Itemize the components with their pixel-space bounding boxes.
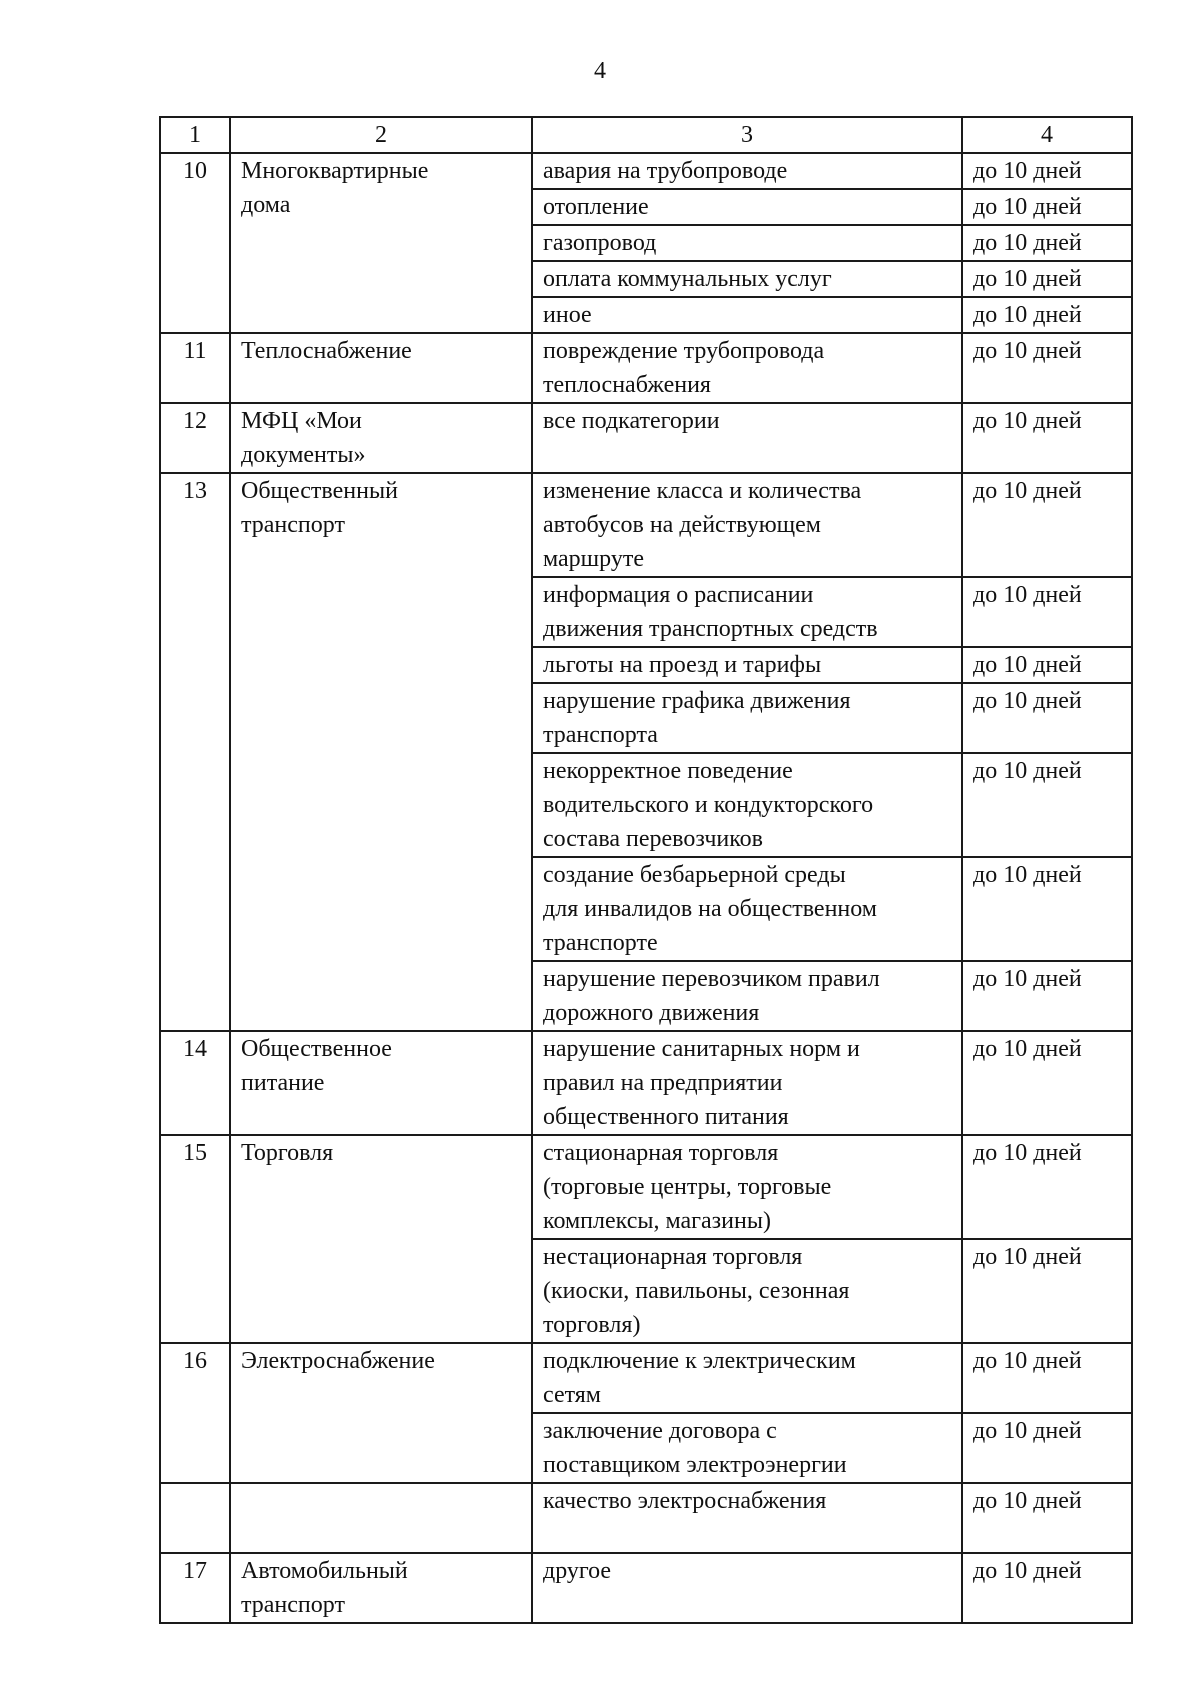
category-line: питание <box>241 1070 325 1096</box>
row-number: 15 <box>160 1135 230 1343</box>
category-line: транспорт <box>241 1592 345 1618</box>
term-cell: до 10 дней <box>962 683 1132 753</box>
subcategory-cell <box>532 1553 962 1623</box>
term-cell: до 10 дней <box>962 403 1132 473</box>
subcategory-line: все подкатегории <box>543 408 720 434</box>
subcategory-cell <box>532 189 962 225</box>
subcategory-line: (торговые центры, торговые <box>543 1174 832 1200</box>
term-cell: до 10 дней <box>962 297 1132 333</box>
table-row <box>160 1031 1132 1135</box>
subcategory-cell <box>532 473 962 577</box>
row-number: 12 <box>160 403 230 473</box>
page-number: 4 <box>594 58 606 84</box>
category-line: Общественное <box>241 1036 392 1062</box>
category-line: МФЦ «Мои <box>241 408 362 434</box>
subcategory-cell <box>532 1031 962 1135</box>
subcategory-line: отопление <box>543 194 649 220</box>
term-cell: до 10 дней <box>962 153 1132 189</box>
term-cell: до 10 дней <box>962 225 1132 261</box>
column-header: 1 <box>160 117 230 153</box>
subcategory-cell <box>532 683 962 753</box>
term-cell: до 10 дней <box>962 577 1132 647</box>
subcategory-cell <box>532 153 962 189</box>
subcategory-line: качество электроснабжения <box>543 1488 827 1514</box>
row-number: 11 <box>160 333 230 403</box>
subcategory-line: нарушение графика движения <box>543 688 851 714</box>
categories-table <box>159 116 1133 1624</box>
subcategory-line: создание безбарьерной среды <box>543 862 846 888</box>
subcategory-line: для инвалидов на общественном <box>543 896 877 922</box>
subcategory-line: оплата коммунальных услуг <box>543 266 832 292</box>
subcategory-cell <box>532 961 962 1031</box>
subcategory-line: нарушение санитарных норм и <box>543 1036 860 1062</box>
row-number: 16 <box>160 1343 230 1483</box>
subcategory-cell <box>532 1135 962 1239</box>
subcategory-line: изменение класса и количества <box>543 478 862 504</box>
row-number: 14 <box>160 1031 230 1135</box>
subcategory-line: движения транспортных средств <box>543 616 878 642</box>
category-line: Автомобильный <box>241 1558 408 1584</box>
category-line: Электроснабжение <box>241 1348 435 1374</box>
subcategory-line: газопровод <box>543 230 657 256</box>
subcategory-cell <box>532 1483 962 1553</box>
subcategory-line: иное <box>543 302 592 328</box>
column-header: 3 <box>532 117 962 153</box>
category-line: дома <box>241 192 291 218</box>
subcategory-line: нестационарная торговля <box>543 1244 803 1270</box>
subcategory-line: сетям <box>543 1382 601 1408</box>
category-line: Теплоснабжение <box>241 338 412 364</box>
subcategory-line: повреждение трубопровода <box>543 338 825 364</box>
subcategory-line: водительского и кондукторского <box>543 792 874 818</box>
term-cell: до 10 дней <box>962 647 1132 683</box>
table-row <box>160 333 1132 403</box>
subcategory-line: стационарная торговля <box>543 1140 779 1166</box>
subcategory-line: некорректное поведение <box>543 758 793 784</box>
category-cell <box>230 1135 532 1343</box>
subcategory-cell <box>532 1413 962 1483</box>
subcategory-cell <box>532 1239 962 1343</box>
subcategory-line: торговля) <box>543 1312 641 1338</box>
subcategory-line: транспорте <box>543 930 658 956</box>
subcategory-line: заключение договора с <box>543 1418 777 1444</box>
term-cell: до 10 дней <box>962 961 1132 1031</box>
subcategory-line: авария на трубопроводе <box>543 158 788 184</box>
term-cell: до 10 дней <box>962 753 1132 857</box>
subcategory-line: общественного питания <box>543 1104 789 1130</box>
category-line: Многоквартирные <box>241 158 429 184</box>
subcategory-cell <box>532 1343 962 1413</box>
table-row <box>160 403 1132 473</box>
term-cell: до 10 дней <box>962 1343 1132 1413</box>
row-number: 17 <box>160 1553 230 1623</box>
subcategory-line: дорожного движения <box>543 1000 760 1026</box>
table-header-row <box>160 117 1132 153</box>
table-row <box>160 153 1132 189</box>
subcategory-line: (киоски, павильоны, сезонная <box>543 1278 850 1304</box>
subcategory-line: правил на предприятии <box>543 1070 783 1096</box>
subcategory-line: транспорта <box>543 722 658 748</box>
table-row <box>160 1553 1132 1623</box>
subcategory-cell <box>532 753 962 857</box>
term-cell: до 10 дней <box>962 261 1132 297</box>
category-line: Общественный <box>241 478 398 504</box>
subcategory-line: льготы на проезд и тарифы <box>543 652 822 678</box>
subcategory-line: поставщиком электроэнергии <box>543 1452 847 1478</box>
category-line: Торговля <box>241 1140 334 1166</box>
subcategory-line: нарушение перевозчиком правил <box>543 966 880 992</box>
subcategory-line: автобусов на действующем <box>543 512 821 538</box>
column-header: 2 <box>230 117 532 153</box>
term-cell: до 10 дней <box>962 1031 1132 1135</box>
category-line: документы» <box>241 442 366 468</box>
term-cell: до 10 дней <box>962 1483 1132 1553</box>
table-row <box>160 473 1132 577</box>
subcategory-cell <box>532 297 962 333</box>
subcategory-cell <box>532 261 962 297</box>
category-cell <box>230 333 532 403</box>
term-cell: до 10 дней <box>962 1553 1132 1623</box>
term-cell: до 10 дней <box>962 1413 1132 1483</box>
term-cell: до 10 дней <box>962 473 1132 577</box>
subcategory-line: теплоснабжения <box>543 372 711 398</box>
row-number <box>160 1483 230 1553</box>
table-row <box>160 1135 1132 1239</box>
subcategory-line: другое <box>543 1558 612 1584</box>
subcategory-cell <box>532 333 962 403</box>
subcategory-cell <box>532 857 962 961</box>
table-row <box>160 1483 1132 1553</box>
subcategory-line: состава перевозчиков <box>543 826 764 852</box>
term-cell: до 10 дней <box>962 189 1132 225</box>
subcategory-cell <box>532 577 962 647</box>
term-cell: до 10 дней <box>962 1135 1132 1239</box>
row-number: 13 <box>160 473 230 1031</box>
subcategory-line: подключение к электрическим <box>543 1348 856 1374</box>
category-cell <box>230 1553 532 1623</box>
category-line: транспорт <box>241 512 345 538</box>
category-cell <box>230 153 532 333</box>
subcategory-line: информация о расписании <box>543 582 814 608</box>
subcategory-line: маршруте <box>543 546 644 572</box>
subcategory-cell <box>532 225 962 261</box>
category-cell <box>230 1483 532 1553</box>
table-row <box>160 1343 1132 1413</box>
term-cell: до 10 дней <box>962 1239 1132 1343</box>
subcategory-cell <box>532 403 962 473</box>
term-cell: до 10 дней <box>962 857 1132 961</box>
category-cell <box>230 1343 532 1483</box>
term-cell: до 10 дней <box>962 333 1132 403</box>
category-cell <box>230 403 532 473</box>
column-header: 4 <box>962 117 1132 153</box>
subcategory-cell <box>532 647 962 683</box>
category-cell <box>230 473 532 1031</box>
category-cell <box>230 1031 532 1135</box>
subcategory-line: комплексы, магазины) <box>543 1208 771 1234</box>
row-number: 10 <box>160 153 230 333</box>
